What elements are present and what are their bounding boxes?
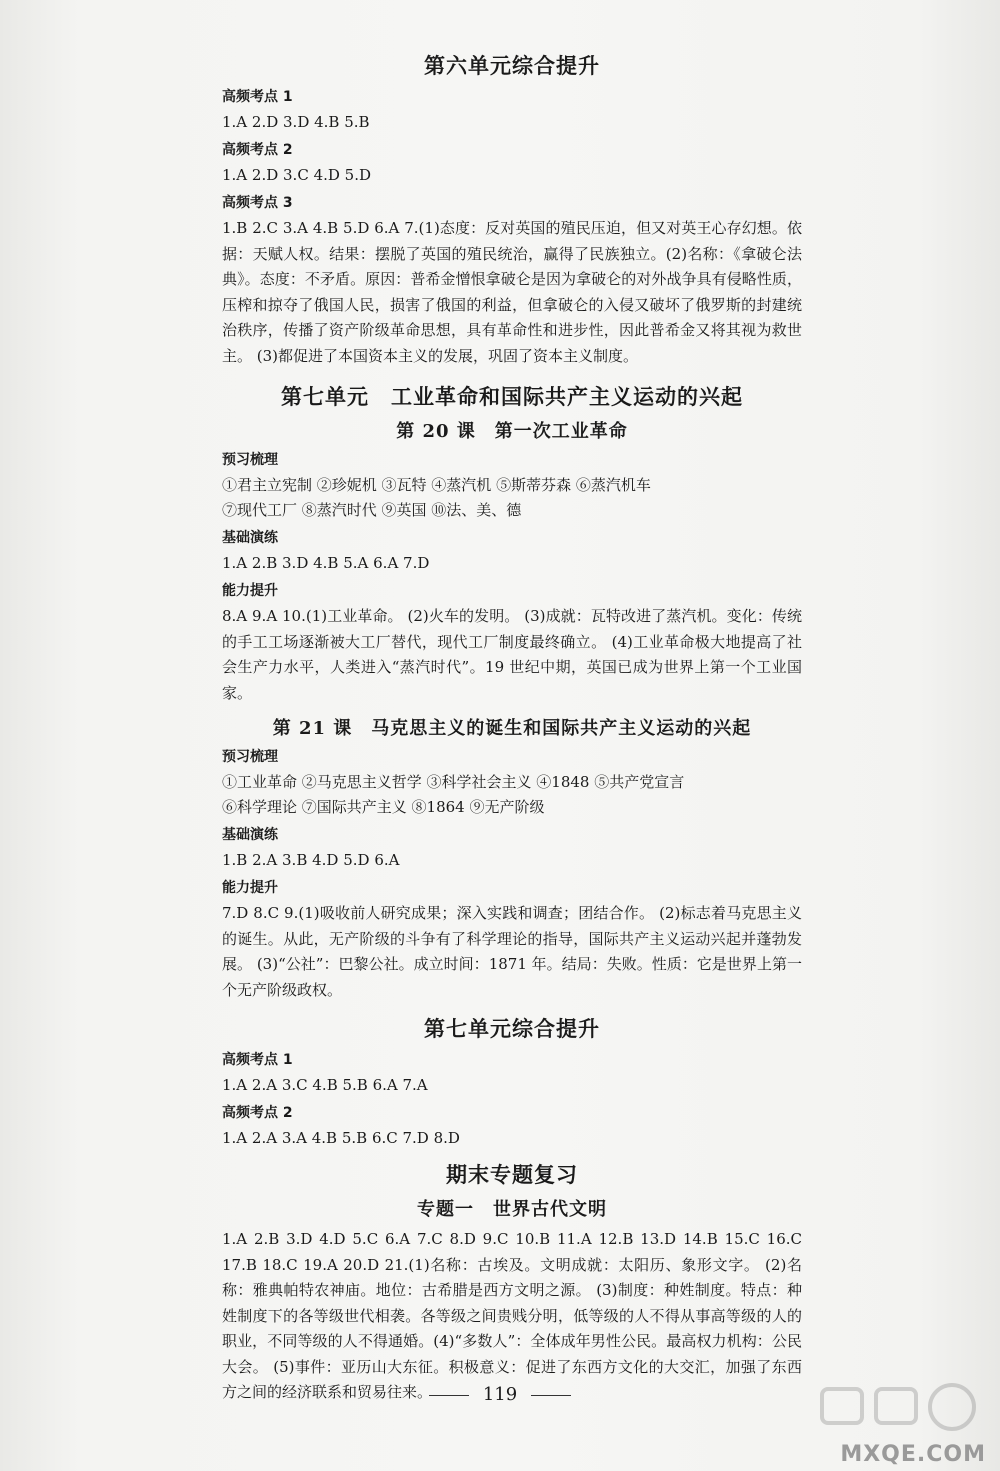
- right-dash: [531, 1395, 571, 1396]
- unit7-k2-label: 高频考点 2: [222, 1105, 293, 1121]
- unit7-title: 第七单元 工业革命和国际共产主义运动的兴起: [281, 384, 743, 409]
- lesson21-preview-label: 预习梳理: [222, 749, 278, 765]
- lesson20-ability-label: 能力提升: [222, 583, 278, 599]
- lesson20-basic-answers: 1.A 2.B 3.D 4.B 5.A 6.A 7.D: [222, 554, 430, 572]
- page-number: 119: [482, 1384, 518, 1405]
- lesson20-ability-text: 8.A 9.A 10.(1)工业革命。 (2)火车的发明。 (3)成就：瓦特改进了蒸汽机。变化：传统的手工工场逐渐被大工厂替代，现代工厂制度最终确立。 (4)工业革命极大地提高了社会生产力水平，人类进入“蒸汽时代”。19 世纪中期，英国已成为世界上第一个工业国家。: [222, 607, 802, 702]
- lesson21-title: 第 21 课 马克思主义的诞生和国际共产主义运动的兴起: [272, 718, 752, 739]
- lesson20-preview-label: 预习梳理: [222, 452, 278, 468]
- unit7-k1-label: 高频考点 1: [222, 1052, 293, 1068]
- unit7-k1-answers: 1.A 2.A 3.C 4.B 5.B 6.A 7.A: [222, 1076, 428, 1094]
- lesson21-preview-line1: ①工业革命 ②马克思主义哲学 ③科学社会主义 ④1848 ⑤共产党宣言: [222, 773, 685, 791]
- unit6-k1-label: 高频考点 1: [222, 89, 293, 105]
- unit6-k2-label: 高频考点 2: [222, 142, 293, 158]
- unit6-k1-answers: 1.A 2.D 3.D 4.B 5.B: [222, 113, 370, 131]
- topic1-text: 1.A 2.B 3.D 4.D 5.C 6.A 7.C 8.D 9.C 10.B 11.A 12.B 13.D 14.B 15.C 16.C 17.B 18.C 19.A 20.D 21.(1)名称：古埃及。文明成就：太阳历、象形文字。 (2)名称：雅典帕特农神庙。地位：古希腊是西方文明之源。 (3)制度：种姓制度。特点：种姓制度下的各等级世代相袭。各等级之间贵贱分明，低等级的人不得从事高等级的人的职业，不同等级的人不得通婚。(4)“多数人”：全体成年男性公民。最高权力机构：公民大会。 (5)事件：亚历山大东征。积极意义：促进了东西方文化的大交汇，加强了东西方之间的经济联系和贸易往来。: [222, 1230, 802, 1401]
- lesson21-preview-line2: ⑥科学理论 ⑦国际共产主义 ⑧1864 ⑨无产阶级: [222, 798, 545, 816]
- unit6-k2-answers: 1.A 2.D 3.C 4.D 5.D: [222, 166, 372, 184]
- unit6-review-title: 第六单元综合提升: [424, 53, 600, 78]
- unit6-k3-label: 高频考点 3: [222, 195, 293, 211]
- lesson21-basic-answers: 1.B 2.A 3.B 4.D 5.D 6.A: [222, 851, 400, 869]
- lesson20-basic-label: 基础演练: [222, 530, 278, 546]
- final-review-title: 期末专题复习: [446, 1162, 578, 1187]
- topic1-title: 专题一 世界古代文明: [417, 1199, 607, 1220]
- unit7-review-title: 第七单元综合提升: [424, 1016, 600, 1041]
- lesson20-title: 第 20 课 第一次工业革命: [396, 421, 628, 442]
- unit7-k2-answers: 1.A 2.A 3.A 4.B 5.B 6.C 7.D 8.D: [222, 1129, 460, 1147]
- lesson20-preview-line2: ⑦现代工厂 ⑧蒸汽时代 ⑨英国 ⑩法、美、德: [222, 501, 522, 519]
- lesson21-ability-text: 7.D 8.C 9.(1)吸收前人研究成果；深入实践和调查；团结合作。 (2)标志着马克思主义的诞生。从此，无产阶级的斗争有了科学理论的指导，国际共产主义运动兴起并蓬勃发展。 (3)“公社”：巴黎公社。成立时间：1871 年。结局：失败。性质：它是世界上第一个无产阶级政权。: [222, 904, 802, 999]
- lesson21-basic-label: 基础演练: [222, 827, 278, 843]
- unit6-k3-text: 1.B 2.C 3.A 4.B 5.D 6.A 7.(1)态度：反对英国的殖民压迫，但又对英王心存幻想。依据：天赋人权。结果：摆脱了英国的殖民统治，赢得了民族独立。(2)名称：《拿破仑法典》。态度：不矛盾。原因：普希金憎恨拿破仑是因为拿破仑的对外战争具有侵略性质，压榨和掠夺了俄国人民，损害了俄国的利益，但拿破仑的入侵又破坏了俄罗斯的封建统治秩序，传播了资产阶级革命思想，具有革命性和进步性，因此普希金又将其视为救世主。 (3)都促进了本国资本主义的发展，巩固了资本主义制度。: [222, 219, 802, 365]
- lesson20-preview-line1: ①君主立宪制 ②珍妮机 ③瓦特 ④蒸汽机 ⑤斯蒂芬森 ⑥蒸汽机车: [222, 476, 651, 494]
- watermark-text: MXQE.COM: [840, 1442, 986, 1467]
- lesson21-ability-label: 能力提升: [222, 880, 278, 896]
- answer-content: [222, 40, 802, 1406]
- left-dash: [429, 1395, 469, 1396]
